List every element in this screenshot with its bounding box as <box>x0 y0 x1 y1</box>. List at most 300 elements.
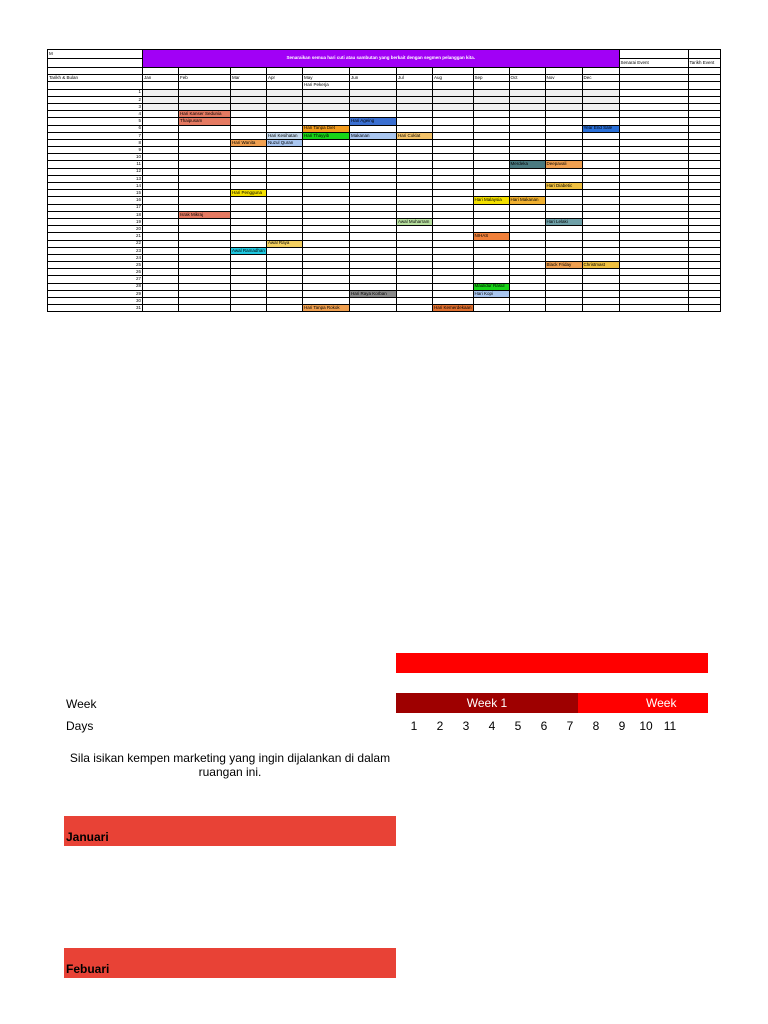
cell[interactable] <box>433 276 474 283</box>
event-date-header[interactable]: Tarikh Event <box>688 59 720 68</box>
cell[interactable] <box>545 240 582 247</box>
cell[interactable] <box>179 233 231 240</box>
cell[interactable] <box>619 111 688 118</box>
cell[interactable] <box>179 218 231 225</box>
cell[interactable] <box>433 290 474 297</box>
cell[interactable] <box>231 175 267 182</box>
cell[interactable] <box>619 183 688 190</box>
cell[interactable] <box>545 96 582 103</box>
cell[interactable] <box>303 183 350 190</box>
cell[interactable] <box>267 161 303 168</box>
cell[interactable] <box>350 204 397 211</box>
event-cell[interactable]: Hari Wanita <box>231 139 267 146</box>
cell[interactable] <box>267 254 303 261</box>
cell[interactable] <box>231 211 267 218</box>
cell[interactable] <box>473 161 509 168</box>
cell[interactable] <box>688 298 720 305</box>
cell[interactable] <box>582 183 619 190</box>
cell[interactable] <box>473 96 509 103</box>
cell[interactable] <box>179 298 231 305</box>
cell[interactable] <box>688 89 720 96</box>
cell[interactable] <box>619 254 688 261</box>
cell[interactable] <box>267 190 303 197</box>
cell[interactable] <box>231 103 267 110</box>
cell[interactable] <box>473 68 509 75</box>
cell[interactable] <box>143 89 179 96</box>
month-header-apr[interactable]: Apr <box>267 75 303 82</box>
cell[interactable] <box>509 111 545 118</box>
cell[interactable] <box>473 262 509 269</box>
cell[interactable] <box>350 247 397 254</box>
cell[interactable] <box>433 211 474 218</box>
cell[interactable] <box>619 103 688 110</box>
cell[interactable] <box>688 111 720 118</box>
cell[interactable] <box>303 139 350 146</box>
day-number[interactable]: 24 <box>48 254 143 261</box>
cell[interactable] <box>509 233 545 240</box>
cell[interactable] <box>350 269 397 276</box>
day-number[interactable]: 13 <box>48 175 143 182</box>
cell[interactable] <box>350 240 397 247</box>
cell[interactable] <box>619 262 688 269</box>
cell[interactable] <box>473 190 509 197</box>
cell[interactable] <box>433 197 474 204</box>
cell[interactable] <box>433 233 474 240</box>
cell[interactable] <box>143 190 179 197</box>
cell[interactable] <box>143 283 179 290</box>
cell[interactable] <box>545 254 582 261</box>
cell[interactable] <box>688 240 720 247</box>
cell[interactable] <box>143 262 179 269</box>
event-cell[interactable]: Awal Muharram <box>397 218 433 225</box>
cell[interactable] <box>397 68 433 75</box>
cell[interactable] <box>619 276 688 283</box>
cell[interactable] <box>619 233 688 240</box>
cell[interactable] <box>231 154 267 161</box>
cell[interactable] <box>582 161 619 168</box>
cell[interactable] <box>397 89 433 96</box>
cell[interactable] <box>143 103 179 110</box>
cell[interactable] <box>267 226 303 233</box>
cell[interactable] <box>303 118 350 125</box>
cell[interactable] <box>473 147 509 154</box>
cell[interactable] <box>179 276 231 283</box>
cell[interactable] <box>433 161 474 168</box>
cell[interactable] <box>267 82 303 89</box>
event-cell[interactable]: Hari Raya Korban <box>350 290 397 297</box>
cell[interactable] <box>350 175 397 182</box>
cell[interactable] <box>582 269 619 276</box>
cell[interactable] <box>231 197 267 204</box>
cell[interactable] <box>397 211 433 218</box>
cell[interactable] <box>509 125 545 132</box>
day-number[interactable]: 25 <box>48 262 143 269</box>
cell[interactable] <box>619 89 688 96</box>
cell[interactable] <box>143 111 179 118</box>
cell[interactable] <box>179 161 231 168</box>
cell[interactable] <box>509 190 545 197</box>
cell[interactable] <box>582 118 619 125</box>
cell[interactable] <box>545 168 582 175</box>
cell[interactable] <box>143 204 179 211</box>
cell[interactable] <box>231 262 267 269</box>
cell[interactable] <box>582 226 619 233</box>
cell[interactable] <box>619 96 688 103</box>
cell[interactable] <box>397 204 433 211</box>
event-hari-pekerja[interactable]: Hari Pekerja <box>303 82 350 89</box>
cell[interactable] <box>397 247 433 254</box>
event-cell[interactable]: Hari Tanpa Diet <box>303 125 350 132</box>
cell[interactable] <box>397 103 433 110</box>
cell[interactable] <box>303 111 350 118</box>
cell[interactable] <box>688 226 720 233</box>
cell[interactable] <box>231 118 267 125</box>
cell[interactable] <box>582 132 619 139</box>
cell[interactable] <box>473 218 509 225</box>
cell[interactable] <box>143 183 179 190</box>
cell[interactable] <box>350 103 397 110</box>
cell[interactable] <box>350 82 397 89</box>
cell[interactable] <box>688 132 720 139</box>
cell[interactable] <box>473 118 509 125</box>
event-name-header[interactable]: Senarai Event <box>619 59 688 68</box>
cell[interactable] <box>545 269 582 276</box>
cell[interactable] <box>473 247 509 254</box>
cell[interactable] <box>303 269 350 276</box>
event-cell[interactable]: Hari Kanser Sedunia <box>179 111 231 118</box>
cell[interactable] <box>267 269 303 276</box>
cell[interactable] <box>619 218 688 225</box>
cell[interactable] <box>350 211 397 218</box>
cell[interactable] <box>303 226 350 233</box>
month-header-oct[interactable]: Oct <box>509 75 545 82</box>
day-number[interactable]: 9 <box>48 147 143 154</box>
cell[interactable] <box>231 269 267 276</box>
event-cell[interactable]: Hari Pengguna <box>231 190 267 197</box>
cell[interactable] <box>303 103 350 110</box>
cell[interactable] <box>303 197 350 204</box>
cell[interactable] <box>473 226 509 233</box>
cell[interactable] <box>231 111 267 118</box>
cell[interactable] <box>433 147 474 154</box>
cell[interactable] <box>433 154 474 161</box>
month-header-jan[interactable]: Jan <box>143 75 179 82</box>
cell[interactable] <box>267 197 303 204</box>
cell[interactable] <box>350 89 397 96</box>
cell[interactable] <box>688 218 720 225</box>
cell[interactable] <box>509 298 545 305</box>
cell[interactable] <box>545 305 582 312</box>
cell[interactable] <box>433 247 474 254</box>
cell[interactable] <box>545 125 582 132</box>
cell[interactable] <box>303 254 350 261</box>
cell[interactable] <box>545 139 582 146</box>
cell[interactable] <box>688 75 720 82</box>
cell[interactable] <box>303 247 350 254</box>
cell[interactable] <box>179 290 231 297</box>
cell[interactable] <box>433 125 474 132</box>
cell[interactable] <box>688 118 720 125</box>
day-number[interactable]: 11 <box>48 161 143 168</box>
cell[interactable] <box>179 147 231 154</box>
cell[interactable] <box>303 168 350 175</box>
cell[interactable] <box>48 82 143 89</box>
cell[interactable] <box>473 211 509 218</box>
event-cell[interactable]: Hari Tanpa Rokok <box>303 305 350 312</box>
cell[interactable] <box>582 247 619 254</box>
cell[interactable] <box>433 118 474 125</box>
cell[interactable] <box>433 68 474 75</box>
cell[interactable] <box>509 103 545 110</box>
cell[interactable] <box>509 262 545 269</box>
cell[interactable] <box>231 218 267 225</box>
cell[interactable] <box>350 183 397 190</box>
cell[interactable] <box>473 139 509 146</box>
cell[interactable] <box>397 269 433 276</box>
cell[interactable] <box>582 68 619 75</box>
cell[interactable] <box>350 96 397 103</box>
cell[interactable] <box>582 204 619 211</box>
cell[interactable] <box>545 82 582 89</box>
cell[interactable] <box>509 154 545 161</box>
cell[interactable] <box>545 290 582 297</box>
cell[interactable] <box>350 254 397 261</box>
cell[interactable] <box>545 118 582 125</box>
cell[interactable] <box>509 276 545 283</box>
event-cell[interactable]: Hari Coklat <box>397 132 433 139</box>
cell[interactable] <box>267 247 303 254</box>
cell[interactable] <box>433 240 474 247</box>
month-bar-febuari[interactable] <box>64 948 396 978</box>
cell[interactable] <box>509 204 545 211</box>
cell[interactable] <box>397 305 433 312</box>
cell[interactable] <box>397 190 433 197</box>
cell[interactable] <box>303 211 350 218</box>
cell[interactable] <box>688 211 720 218</box>
cell[interactable] <box>582 197 619 204</box>
cell[interactable] <box>509 175 545 182</box>
cell[interactable] <box>303 290 350 297</box>
cell[interactable] <box>350 298 397 305</box>
cell[interactable] <box>397 254 433 261</box>
cell[interactable] <box>509 168 545 175</box>
cell[interactable] <box>231 298 267 305</box>
cell[interactable] <box>545 233 582 240</box>
cell[interactable] <box>619 204 688 211</box>
cell[interactable] <box>267 68 303 75</box>
cell[interactable] <box>433 218 474 225</box>
cell[interactable] <box>619 298 688 305</box>
cell[interactable] <box>509 211 545 218</box>
cell[interactable] <box>179 175 231 182</box>
event-cell[interactable]: Thaipusam <box>179 118 231 125</box>
cell[interactable] <box>231 82 267 89</box>
cell[interactable] <box>473 183 509 190</box>
cell[interactable] <box>433 204 474 211</box>
cell[interactable] <box>473 103 509 110</box>
cell[interactable] <box>619 139 688 146</box>
cell[interactable] <box>509 118 545 125</box>
cell[interactable] <box>509 68 545 75</box>
cell[interactable] <box>350 161 397 168</box>
cell[interactable] <box>231 68 267 75</box>
cell[interactable] <box>303 218 350 225</box>
cell[interactable] <box>350 111 397 118</box>
cell[interactable] <box>143 82 179 89</box>
cell[interactable] <box>473 175 509 182</box>
cell[interactable] <box>509 183 545 190</box>
cell[interactable] <box>143 298 179 305</box>
cell[interactable] <box>143 247 179 254</box>
cell[interactable] <box>397 82 433 89</box>
day-number[interactable]: 26 <box>48 269 143 276</box>
day-number[interactable]: 21 <box>48 233 143 240</box>
cell[interactable] <box>397 168 433 175</box>
cell[interactable] <box>267 168 303 175</box>
cell[interactable] <box>303 283 350 290</box>
cell[interactable] <box>433 82 474 89</box>
cell[interactable] <box>303 89 350 96</box>
cell[interactable] <box>179 68 231 75</box>
cell[interactable] <box>350 218 397 225</box>
cell[interactable] <box>143 161 179 168</box>
cell[interactable] <box>48 59 143 68</box>
cell[interactable] <box>433 190 474 197</box>
day-number[interactable]: 14 <box>48 183 143 190</box>
cell[interactable] <box>350 276 397 283</box>
cell[interactable] <box>397 96 433 103</box>
cell[interactable] <box>582 276 619 283</box>
cell[interactable] <box>397 154 433 161</box>
cell[interactable] <box>545 111 582 118</box>
cell[interactable] <box>179 204 231 211</box>
cell[interactable] <box>231 183 267 190</box>
cell[interactable] <box>179 132 231 139</box>
cell[interactable] <box>473 305 509 312</box>
cell[interactable] <box>582 254 619 261</box>
cell[interactable] <box>143 118 179 125</box>
cell[interactable] <box>143 211 179 218</box>
cell[interactable] <box>509 269 545 276</box>
cell[interactable] <box>582 103 619 110</box>
cell[interactable] <box>582 147 619 154</box>
event-cell[interactable]: NIHAS <box>473 233 509 240</box>
cell[interactable] <box>143 197 179 204</box>
cell[interactable] <box>397 262 433 269</box>
cell[interactable] <box>350 226 397 233</box>
cell[interactable] <box>473 168 509 175</box>
cell[interactable] <box>303 190 350 197</box>
cell[interactable] <box>619 240 688 247</box>
day-number[interactable]: 22 <box>48 240 143 247</box>
cell[interactable] <box>688 269 720 276</box>
cell[interactable] <box>619 75 688 82</box>
cell[interactable] <box>545 283 582 290</box>
cell[interactable] <box>179 197 231 204</box>
cell[interactable] <box>473 269 509 276</box>
cell[interactable] <box>350 168 397 175</box>
cell[interactable] <box>619 197 688 204</box>
day-number[interactable]: 7 <box>48 132 143 139</box>
cell[interactable] <box>397 118 433 125</box>
cell[interactable] <box>143 233 179 240</box>
event-cell[interactable]: Israk Mikraj <box>179 211 231 218</box>
cell[interactable] <box>688 139 720 146</box>
cell[interactable] <box>397 139 433 146</box>
cell[interactable] <box>688 103 720 110</box>
cell[interactable] <box>619 269 688 276</box>
cell[interactable] <box>473 154 509 161</box>
cell[interactable] <box>179 283 231 290</box>
cell[interactable] <box>433 168 474 175</box>
cell[interactable] <box>179 269 231 276</box>
cell[interactable] <box>231 233 267 240</box>
cell[interactable] <box>143 125 179 132</box>
cell[interactable] <box>397 147 433 154</box>
cell[interactable] <box>509 226 545 233</box>
day-number[interactable]: 19 <box>48 218 143 225</box>
cell[interactable] <box>267 276 303 283</box>
cell[interactable] <box>688 147 720 154</box>
cell[interactable] <box>397 161 433 168</box>
cell[interactable] <box>688 161 720 168</box>
cell[interactable] <box>545 226 582 233</box>
cell[interactable] <box>179 168 231 175</box>
cell[interactable] <box>688 233 720 240</box>
cell[interactable] <box>303 68 350 75</box>
event-cell[interactable]: Makanan <box>350 132 397 139</box>
cell[interactable] <box>619 168 688 175</box>
cell[interactable] <box>267 89 303 96</box>
day-number[interactable]: 18 <box>48 211 143 218</box>
cell[interactable] <box>509 290 545 297</box>
cell[interactable] <box>688 125 720 132</box>
cell[interactable] <box>350 233 397 240</box>
cell[interactable] <box>545 276 582 283</box>
cell[interactable] <box>143 132 179 139</box>
cell[interactable] <box>143 276 179 283</box>
cell[interactable] <box>397 298 433 305</box>
cell[interactable] <box>303 204 350 211</box>
cell[interactable] <box>267 154 303 161</box>
month-header-aug[interactable]: Aug <box>433 75 474 82</box>
cell[interactable] <box>303 240 350 247</box>
cell[interactable] <box>303 175 350 182</box>
cell[interactable] <box>582 298 619 305</box>
cell[interactable] <box>473 276 509 283</box>
cell[interactable] <box>179 139 231 146</box>
month-header-jun[interactable]: Jun <box>350 75 397 82</box>
cell[interactable] <box>143 269 179 276</box>
month-header-mar[interactable]: Mar <box>231 75 267 82</box>
cell[interactable] <box>582 139 619 146</box>
event-cell[interactable]: Nuzul Quran <box>267 139 303 146</box>
cell[interactable] <box>545 154 582 161</box>
cell[interactable] <box>143 305 179 312</box>
cell[interactable] <box>582 111 619 118</box>
cell[interactable] <box>688 276 720 283</box>
cell[interactable] <box>688 283 720 290</box>
cell[interactable] <box>231 132 267 139</box>
cell[interactable] <box>582 211 619 218</box>
cell[interactable] <box>350 197 397 204</box>
cell[interactable] <box>267 290 303 297</box>
cell[interactable] <box>397 276 433 283</box>
day-number[interactable]: 12 <box>48 168 143 175</box>
cell[interactable] <box>688 290 720 297</box>
cell[interactable] <box>688 197 720 204</box>
cell[interactable] <box>582 96 619 103</box>
